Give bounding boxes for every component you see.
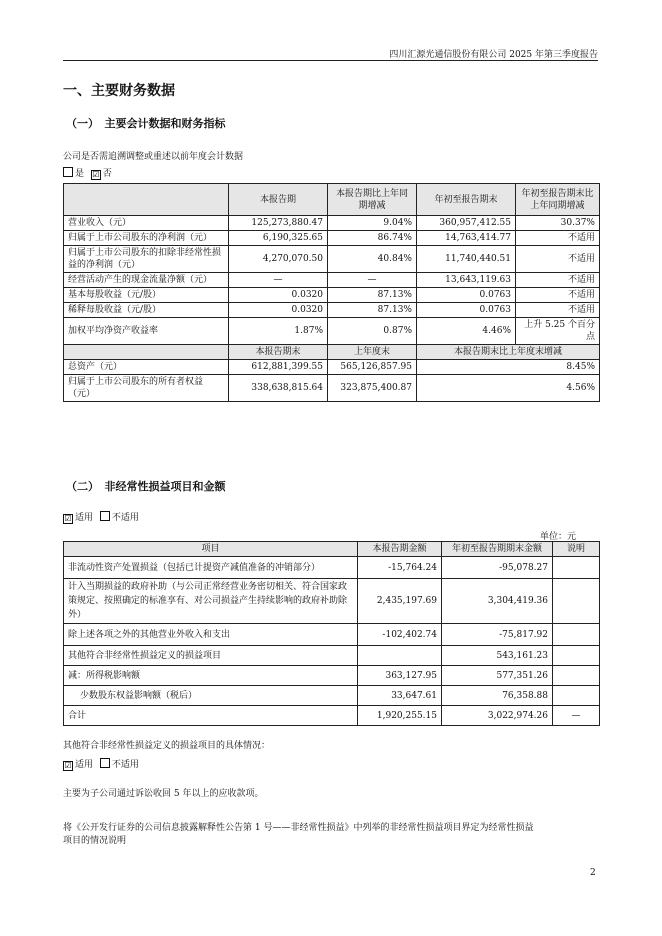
table-cell: 363,127.95 [358,666,442,686]
table-cell [553,666,600,686]
row-label: 其他符合非经常性损益定义的损益项目 [64,646,358,666]
table-row [64,579,600,624]
restate-options [63,166,112,180]
section-title: 一、主要财务数据 [63,83,175,99]
row-label: 归属于上市公司股东的所有者权益（元） [64,375,229,402]
row-label: 非流动性资产处置损益（包括已计提资产减值准备的冲销部分） [64,557,358,579]
table-cell: 612,881,399.55 [229,360,328,375]
table-cell: 565,126,857.95 [328,360,417,375]
applicable-label: 适用 [75,760,94,770]
table-cell [553,557,600,579]
table-cell: 30.37% [516,216,600,231]
note-applicable-options [63,757,139,771]
table-cell: — [328,273,417,288]
checkbox-not-applicable[interactable] [100,758,110,768]
table-cell: 87.13% [328,303,417,318]
table-cell: 4.46% [417,318,516,345]
header-cell: 本报告期比上年同期增减 [328,184,417,216]
table-cell: 33,647.61 [358,686,442,706]
row-label: 稀释每股收益（元/股） [64,303,229,318]
checkbox-applicable[interactable]: ☑ [64,761,72,770]
row-label: 归属于上市公司股东的净利润（元） [64,231,229,246]
header-cell: 年初至报告期期末金额 [442,542,553,557]
table-cell: 4.56% [417,375,600,402]
table-row [64,246,600,273]
subsection-title-2: （二） 非经常性损益项目和金额 [66,480,226,493]
row-label: 少数股东权益影响额（税后） [64,686,358,706]
table-row [64,231,600,246]
row-label: 总资产（元） [64,360,229,375]
table-cell: 不适用 [516,303,600,318]
table-cell: — [553,706,600,726]
table-cell: — [229,273,328,288]
table-cell: 543,161.23 [442,646,553,666]
row-label: 基本每股收益（元/股） [64,288,229,303]
table-cell: 3,304,419.36 [442,579,553,624]
table-cell: 0.0763 [417,288,516,303]
other-items-note: 其他符合非经常性损益定义的损益项目的具体情况： [63,741,271,751]
checkbox-yes[interactable] [63,167,73,177]
main-description: 主要为子公司通过诉讼收回 5 年以上的应收款项。 [63,789,264,799]
table-cell: 11,740,440.51 [417,246,516,273]
table-row [64,303,600,318]
table-cell: 6,190,325.65 [229,231,328,246]
table-cell: 9.04% [328,216,417,231]
table-cell [358,646,442,666]
row-label: 计入当期损益的政府补助（与公司正常经营业务密切相关、符合国家政策规定、按照确定的标准享有、对公司损益产生持续影响的政府补助除外） [64,579,358,624]
table-cell: 3,022,974.26 [442,706,553,726]
checkbox-not-applicable[interactable] [100,511,110,521]
unit-label: 单位：元 [540,532,577,542]
table-cell: 577,351.26 [442,666,553,686]
option-yes-label: 是 [75,169,85,179]
explanation-line-2: 项目的情况说明 [63,836,127,846]
checkbox-no[interactable]: ☑ [92,170,100,179]
table-row [64,666,600,686]
table-row [64,318,600,345]
table-cell: 86.74% [328,231,417,246]
not-applicable-label: 不适用 [111,513,139,523]
checkbox-applicable[interactable]: ☑ [64,514,72,523]
table-row [64,273,600,288]
header-cell: 年初至报告期末 [417,184,516,216]
report-header: 四川汇源光通信股份有限公司 2025 年第三季度报告 [389,50,598,60]
table-cell: 4,270,070.50 [229,246,328,273]
header-cell [64,345,229,360]
table-cell: -75,817.92 [442,624,553,646]
table-cell: 1,920,255.15 [358,706,442,726]
table-cell: 360,957,412.55 [417,216,516,231]
non-recurring-items-table [63,541,600,726]
table-cell: 323,875,400.87 [328,375,417,402]
header-cell: 说明 [553,542,600,557]
table-cell: 2,435,197.69 [358,579,442,624]
table-cell: 14,763,414.77 [417,231,516,246]
table-cell: -15,764.24 [358,557,442,579]
table-cell: 13,643,119.63 [417,273,516,288]
header-cell: 本报告期末比上年度末增减 [417,345,600,360]
table-cell: 0.87% [328,318,417,345]
table-cell: 0.0320 [229,288,328,303]
table-row [64,360,600,375]
table-row [64,624,600,646]
header-cell: 上年度末 [328,345,417,360]
table-cell: 不适用 [516,246,600,273]
financial-data-table [63,183,600,402]
table-cell: 不适用 [516,273,600,288]
table-row [64,686,600,706]
header-cell: 本报告期 [229,184,328,216]
row-label: 经营活动产生的现金流量净额（元） [64,273,229,288]
row-label: 除上述各项之外的其他营业外收入和支出 [64,624,358,646]
table-cell: 338,638,815.64 [229,375,328,402]
row-label: 归属于上市公司股东的扣除非经常性损益的净利润（元） [64,246,229,273]
header-cell: 项目 [64,542,358,557]
table-cell: 40.84% [328,246,417,273]
subheader-row [64,345,600,360]
header-cell: 年初至报告期末比上年同期增减 [516,184,600,216]
subsection-title-1: （一） 主要会计数据和财务指标 [66,117,226,130]
table-cell: 1.87% [229,318,328,345]
table-cell: 0.0763 [417,303,516,318]
row-label: 合计 [64,706,358,726]
option-no-label: 否 [102,169,112,179]
table-row [64,375,600,402]
header-cell [64,184,229,216]
row-label: 营业收入（元） [64,216,229,231]
page-number: 2 [590,868,596,878]
table-row [64,288,600,303]
table-cell: 76,358.88 [442,686,553,706]
table-row [64,706,600,726]
explanation-line-1: 将《公开发行证券的公司信息披露解释性公告第 1 号——非经常性损益》中列举的非经常性损益项目界定为经常性损益 [63,823,534,833]
table-row [64,557,600,579]
table-cell: 8.45% [417,360,600,375]
restate-question: 公司是否需追溯调整或重述以前年度会计数据 [63,152,244,162]
applicable-options [63,510,139,524]
table-cell: 87.13% [328,288,417,303]
table-cell: -95,078.27 [442,557,553,579]
header-cell: 本报告期金额 [358,542,442,557]
table-cell: 上升 5.25 个百分点 [516,318,600,345]
table-cell [553,686,600,706]
table-cell [553,579,600,624]
table-cell: 不适用 [516,231,600,246]
table-row [64,646,600,666]
row-label: 减：所得税影响额 [64,666,358,686]
header-divider [63,60,598,61]
header-cell: 本报告期末 [229,345,328,360]
table-cell [553,646,600,666]
table-cell: 0.0320 [229,303,328,318]
not-applicable-label: 不适用 [111,760,139,770]
table-cell: 不适用 [516,288,600,303]
table-row [64,216,600,231]
table-cell: -102,402.74 [358,624,442,646]
table-cell: 125,273,880.47 [229,216,328,231]
row-label: 加权平均净资产收益率 [64,318,229,345]
table-cell [553,624,600,646]
applicable-label: 适用 [75,513,94,523]
